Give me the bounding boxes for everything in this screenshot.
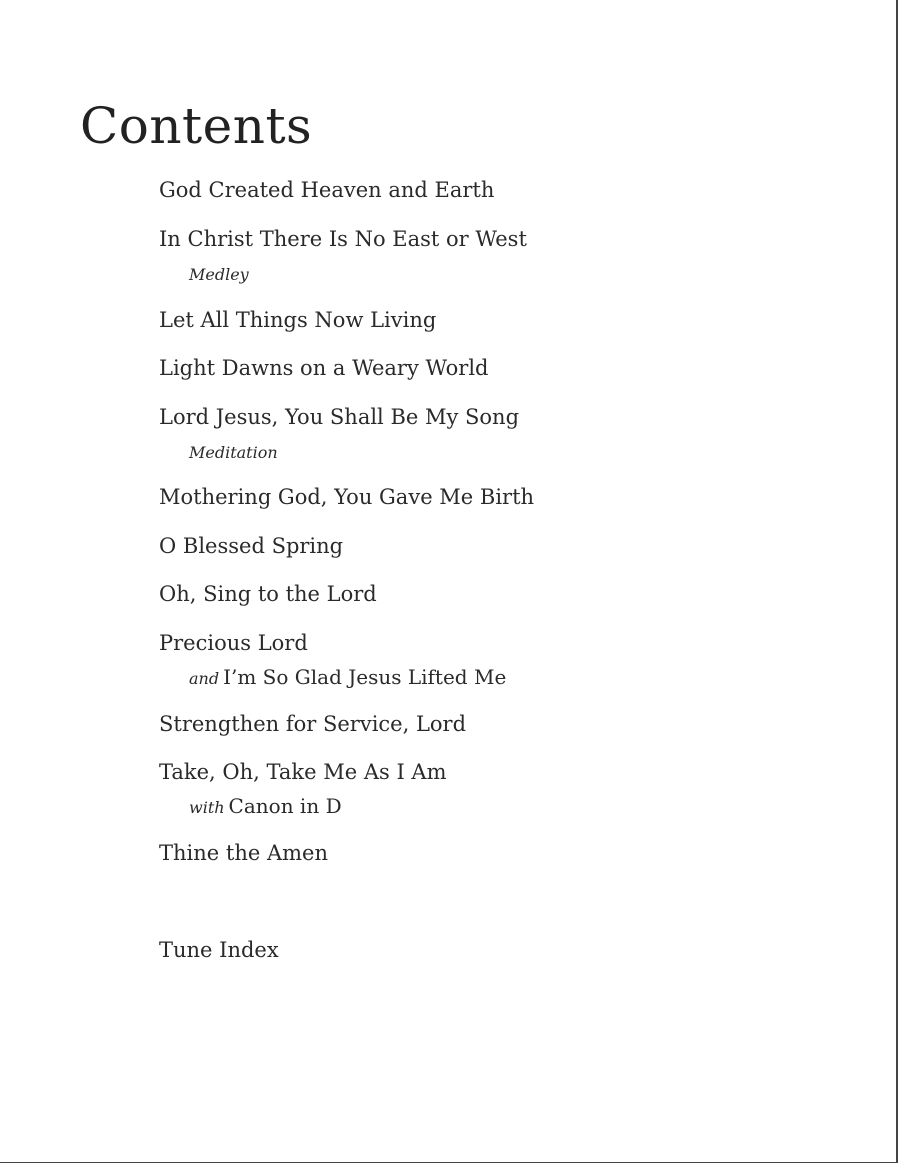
entry-subtitle — [189, 260, 253, 288]
entry-title: In Christ There Is No East or West — [159, 227, 527, 251]
entry-title: Mothering God, You Gave Me Birth — [159, 485, 535, 509]
entry-title: Take, Oh, Take Me As I Am — [159, 760, 447, 784]
entry-title: Let All Things Now Living — [159, 308, 437, 332]
subtitle-italic: with — [189, 798, 225, 817]
entry-title: Tune Index — [159, 938, 279, 962]
entry-title: O Blessed Spring — [159, 534, 344, 558]
entry-title: Strengthen for Service, Lord — [159, 712, 467, 736]
entry-title: God Created Heaven and Earth — [159, 178, 495, 202]
entry-title: Thine the Amen — [159, 841, 328, 865]
subtitle-italic: and — [189, 669, 220, 688]
entry-title: Precious Lord — [159, 631, 308, 655]
entry-subtitle — [189, 438, 282, 466]
subtitle-text: Canon in D — [228, 794, 342, 818]
subtitle-text: I’m So Glad Jesus Lifted Me — [223, 665, 507, 689]
entry-subtitle — [189, 664, 506, 692]
entry-title: Lord Jesus, You Shall Be My Song — [159, 405, 520, 429]
entry-title: Oh, Sing to the Lord — [159, 582, 377, 606]
page-title: Contents — [80, 97, 313, 155]
entry-subtitle — [189, 793, 342, 821]
entry-title: Light Dawns on a Weary World — [159, 356, 489, 380]
subtitle-italic: Meditation — [189, 443, 278, 462]
subtitle-italic: Medley — [189, 265, 249, 284]
